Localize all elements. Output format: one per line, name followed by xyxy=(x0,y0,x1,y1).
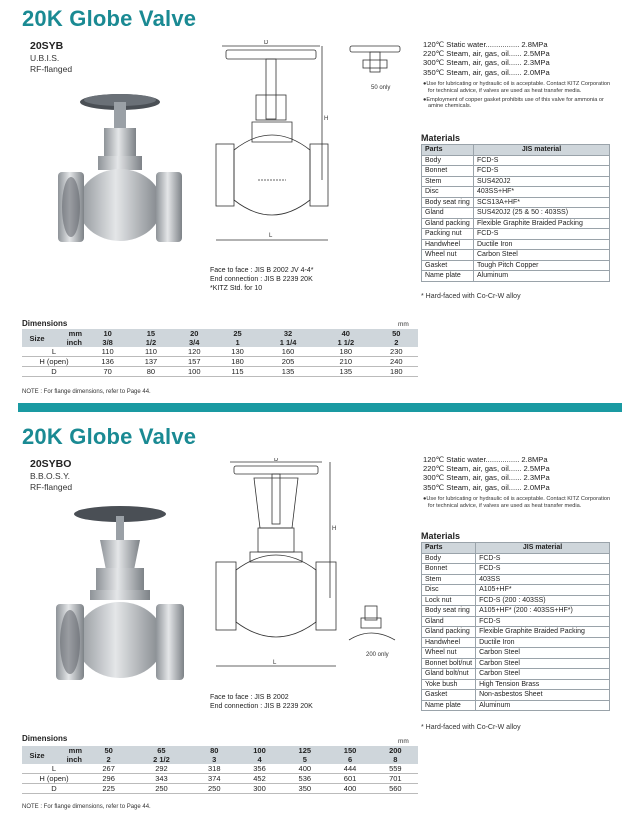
table-row: Wheel nut Carbon Steel xyxy=(422,648,610,659)
rating-line: 350℃ Steam, air, gas, oil...... 2.0MPa xyxy=(423,67,550,77)
table-row: L 110 110 120 130 160 180 230 xyxy=(22,347,418,357)
inch-label: inch xyxy=(52,755,86,764)
rating-line: 220℃ Steam, air, gas, oil...... 2.5MPa xyxy=(423,464,550,474)
size-label: Size xyxy=(22,746,52,764)
table-row: Body FCD-S xyxy=(422,155,610,166)
flange-note: NOTE : For flange dimensions, refer to Page 44. xyxy=(22,804,151,810)
table-row: H (open) 136 137 157 180 205 210 240 xyxy=(22,357,418,367)
end-connection: End connection : JIS B 2239 20K xyxy=(210,703,313,710)
table-row: Name plate Aluminum xyxy=(422,271,610,282)
model-name: 20SYB xyxy=(30,40,64,52)
table-row: Body FCD-S xyxy=(422,553,610,564)
table-row: Stem 403SS xyxy=(422,574,610,585)
valve-section-drawing xyxy=(212,458,342,678)
table-row: Gasket Non-asbestos Sheet xyxy=(422,690,610,701)
table-row: Gland packing Flexible Graphite Braided Packing xyxy=(422,218,610,229)
table-row: Body seat ring SCS13A+HF* xyxy=(422,197,610,208)
svg-text:D: D xyxy=(274,458,279,463)
table-row: Name plate Aluminum xyxy=(422,700,610,711)
materials-footnote: * Hard-faced with Co-Cr-W alloy xyxy=(421,293,521,300)
svg-text:L: L xyxy=(273,660,277,666)
table-row: Bonnet FCD-S xyxy=(422,166,610,177)
svg-text:H: H xyxy=(332,526,337,532)
table-row: Disc 403SS+HF* xyxy=(422,187,610,198)
dimensions-table: Size mm 50 65 80 100 125 150 200 inch 2 2 1/2 3 4 5 6 8 L 267 292 318 356 400 444 559 H (open) 296 343 374 452 536 601 701 D 225 250 250 300 350 400 560 xyxy=(22,746,418,794)
materials-header-jis: JIS material xyxy=(476,543,610,554)
table-row: Packing nut FCD-S xyxy=(422,229,610,240)
table-row: D 225 250 250 300 350 400 560 xyxy=(22,784,418,794)
face-to-face: Face to face : JIS B 2002 xyxy=(210,694,289,701)
table-row: Bonnet FCD-S xyxy=(422,564,610,575)
table-row: Gasket Tough Pitch Copper xyxy=(422,260,610,271)
valve-photo xyxy=(40,80,200,260)
table-row: L 267 292 318 356 400 444 559 xyxy=(22,764,418,774)
rating-line: 120℃ Static water................ 2.8MPa xyxy=(423,40,548,49)
face-to-face: Face to face : JIS B 2002 JV 4-4* xyxy=(210,267,314,274)
table-row: Yoke bush High Tension Brass xyxy=(422,679,610,690)
valve-photo xyxy=(40,500,200,700)
flange-note: NOTE : For flange dimensions, refer to Page 44. xyxy=(22,389,151,395)
rating-line: 300℃ Steam, air, gas, oil...... 2.3MPa xyxy=(423,58,550,68)
table-row: Disc A105+HF* xyxy=(422,585,610,596)
table-row: Handwheel Ductile Iron xyxy=(422,239,610,250)
usage-note: ●Use for lubricating or hydraulic oil is acceptable. Contact KITZ Corporation for technical advice, if valves are used as heat transfer media. xyxy=(423,81,611,94)
dimensions-table: Size mm 10 15 20 25 32 40 50 inch 3/8 1/2 3/4 1 1 1/4 1 1/2 2 L 110 110 120 130 160 180 230 H (open) 136 137 157 180 205 210 240 D 70 80 100 115 135 135 180 xyxy=(22,329,418,377)
materials-title: Materials xyxy=(421,531,461,541)
model-subtitle-1: U.B.I.S. xyxy=(30,53,60,63)
pressure-ratings xyxy=(423,455,550,492)
drawing-label: 200 only xyxy=(366,652,389,658)
usage-notes xyxy=(423,81,618,112)
standards-notes xyxy=(210,266,314,293)
page-title: 20K Globe Valve xyxy=(22,6,197,31)
svg-text:L: L xyxy=(269,233,273,239)
usage-notes xyxy=(423,496,618,512)
table-row: Stem SUS420J2 xyxy=(422,176,610,187)
table-row: Gland bolt/nut Carbon Steel xyxy=(422,669,610,680)
section-20syb xyxy=(0,0,640,405)
materials-header-parts: Parts xyxy=(422,543,476,554)
section-divider xyxy=(18,403,622,412)
table-row: Handwheel Ductile Iron xyxy=(422,637,610,648)
materials-table xyxy=(421,542,610,711)
kitz-std: *KITZ Std. for 10 xyxy=(210,285,263,292)
table-row: Wheel nut Carbon Steel xyxy=(422,250,610,261)
valve-section-drawing xyxy=(212,40,332,265)
inch-label: inch xyxy=(52,338,86,347)
standards-notes xyxy=(210,693,313,711)
section-20sybo xyxy=(0,418,640,827)
model-subtitle-2: RF-flanged xyxy=(30,64,73,74)
dimensions-unit: mm xyxy=(398,321,409,328)
materials-header-jis: JIS material xyxy=(474,145,610,156)
materials-title: Materials xyxy=(421,133,461,143)
rating-line: 300℃ Steam, air, gas, oil...... 2.3MPa xyxy=(423,473,550,483)
materials-footnote: * Hard-faced with Co-Cr-W alloy xyxy=(421,724,521,731)
pressure-ratings xyxy=(423,40,550,77)
svg-text:H: H xyxy=(324,116,329,122)
drawing-label: 50 only xyxy=(371,85,391,91)
model-subtitle-1: B.B.O.S.Y. xyxy=(30,471,71,481)
mm-label: mm xyxy=(52,746,86,755)
usage-note: ●Use for lubricating or hydraulic oil is acceptable. Contact KITZ Corporation for technical advice, if valves are used as heat transfer media. xyxy=(423,496,611,509)
dimensions-title: Dimensions xyxy=(22,734,68,743)
table-row: D 70 80 100 115 135 135 180 xyxy=(22,367,418,377)
table-row: Body seat ring A105+HF* (200 : 403SS+HF*) xyxy=(422,606,610,617)
table-row: H (open) 296 343 374 452 536 601 701 xyxy=(22,774,418,784)
rating-line: 220℃ Steam, air, gas, oil...... 2.5MPa xyxy=(423,49,550,59)
page-title: 20K Globe Valve xyxy=(22,424,197,449)
size-label: Size xyxy=(22,329,52,347)
table-row: Lock nut FCD-S (200 : 403SS) xyxy=(422,595,610,606)
materials-header-parts: Parts xyxy=(422,145,474,156)
model-subtitle-2: RF-flanged xyxy=(30,482,73,492)
table-row: Gland packing Flexible Graphite Braided Packing xyxy=(422,627,610,638)
rating-line: 120℃ Static water................ 2.8MPa xyxy=(423,455,548,464)
end-connection: End connection : JIS B 2239 20K xyxy=(210,276,313,283)
materials-table xyxy=(421,144,610,282)
svg-text:D: D xyxy=(264,40,269,46)
table-row: Gland SUS420J2 (25 & 50 : 403SS) xyxy=(422,208,610,219)
table-row: Gland FCD-S xyxy=(422,616,610,627)
model-name: 20SYBO xyxy=(30,458,72,470)
lock-nut-detail-drawing xyxy=(345,604,400,646)
mm-label: mm xyxy=(52,329,86,338)
handwheel-detail-drawing xyxy=(345,40,405,80)
dimensions-title: Dimensions xyxy=(22,319,68,328)
rating-line: 350℃ Steam, air, gas, oil...... 2.0MPa xyxy=(423,482,550,492)
table-row: Bonnet bolt/nut Carbon Steel xyxy=(422,658,610,669)
usage-note: ●Employment of copper gasket prohibits use of this valve for ammonia or amine chemicals. xyxy=(423,96,604,110)
dimensions-unit: mm xyxy=(398,738,409,745)
